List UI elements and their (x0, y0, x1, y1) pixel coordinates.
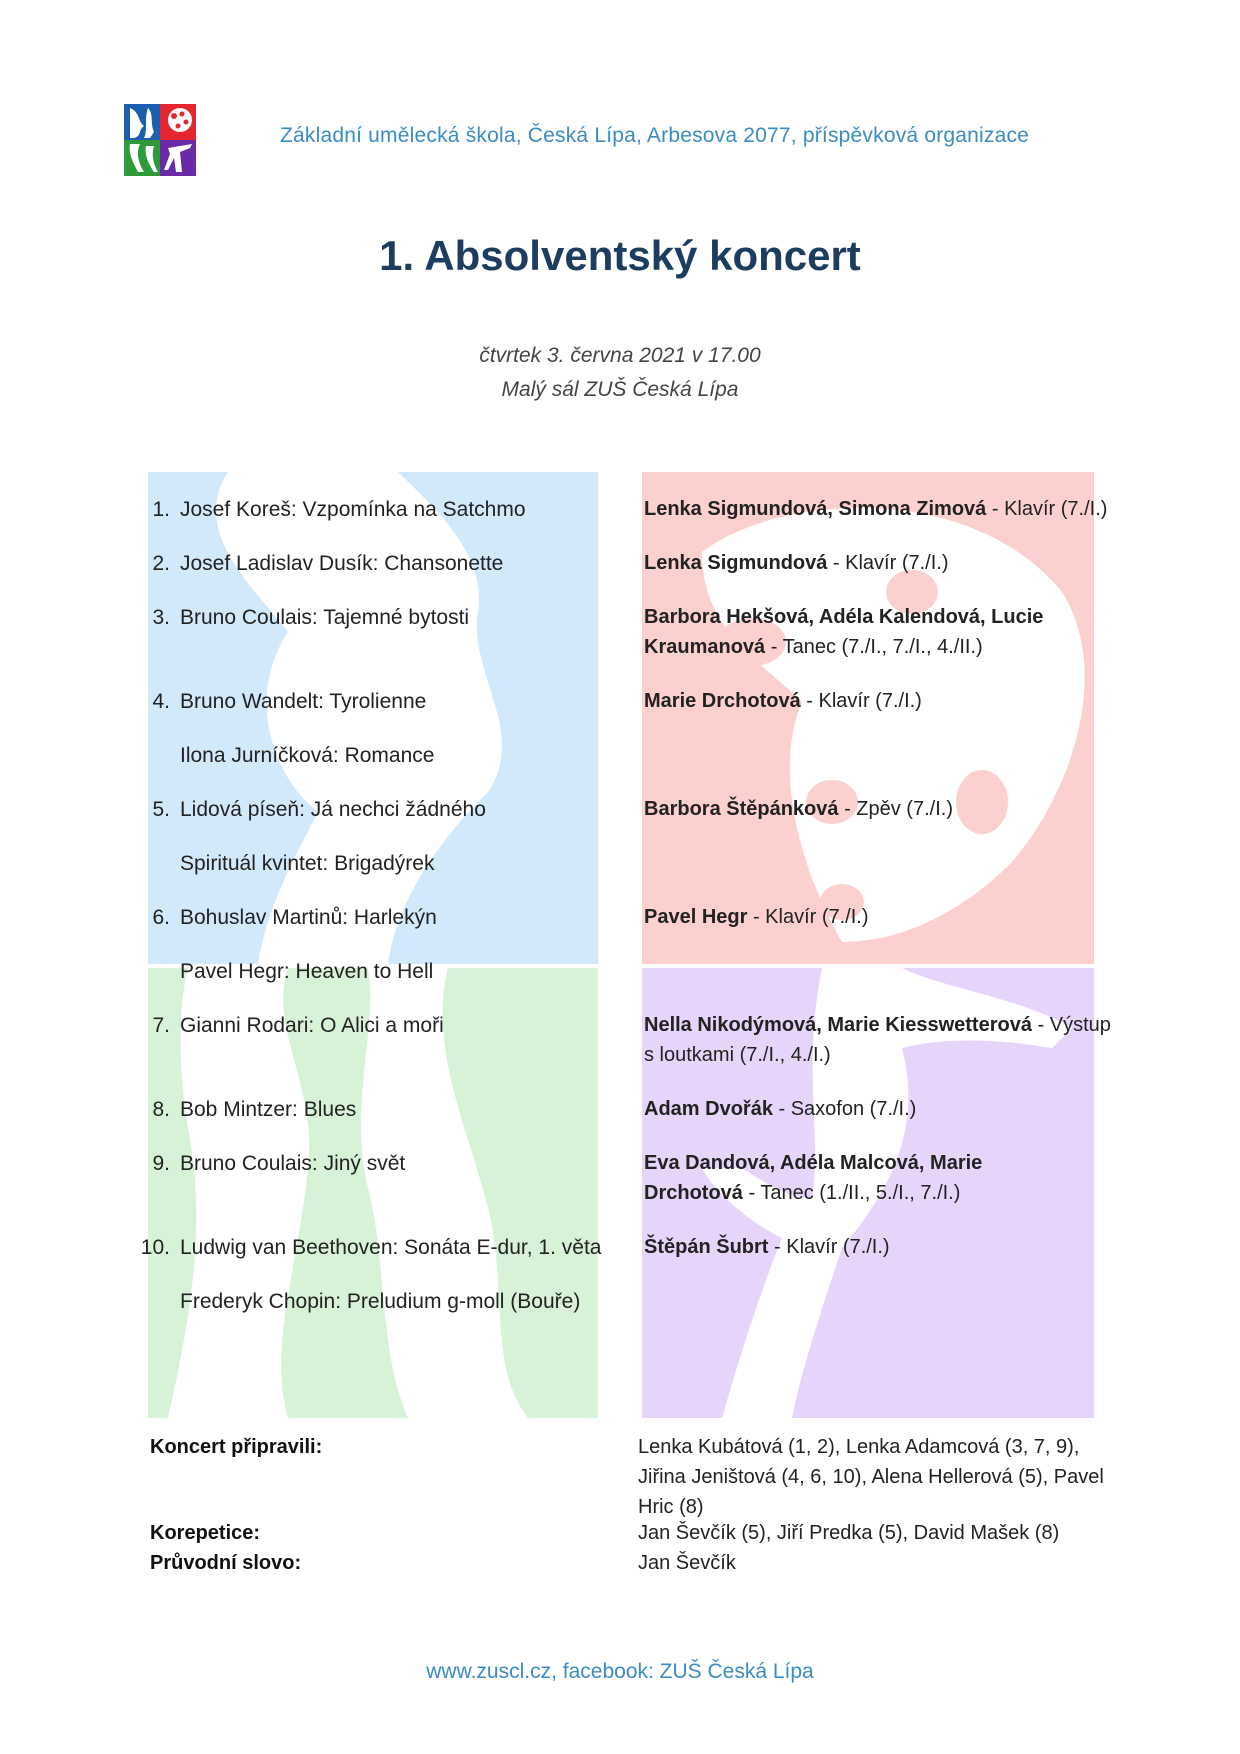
performer-entry: Adam Dvořák - Saxofon (7./I.) (644, 1098, 917, 1120)
program-item: 3. Bruno Coulais: Tajemné bytosti (152, 606, 470, 629)
performer-entry: Barbora Štěpánková - Zpěv (7./I.) (644, 798, 953, 820)
program-item: 10. Ludwig van Beethoven: Sonáta E-dur, 1. věta (140, 1236, 602, 1259)
program-item: Ilona Jurníčková: Romance (180, 744, 435, 767)
performer-entry: Barbora Hekšová, Adéla Kalendová, Lucie Kraumanová - Tanec (7./I., 7./I., 4./II.) (644, 606, 1044, 658)
credits-speech-label: Průvodní slovo: (150, 1552, 302, 1574)
credits-speech-value: Jan Ševčík (638, 1552, 736, 1574)
blue-background-figure (148, 472, 598, 964)
red-background-figure (642, 472, 1094, 964)
performer-entry: Nella Nikodýmová, Marie Kiesswetterová - Výstup s loutkami (7./I., 4./I.) (644, 1014, 1111, 1066)
performer-entry: Lenka Sigmundová - Klavír (7./I.) (644, 552, 949, 574)
program-item: 1. Josef Koreš: Vzpomínka na Satchmo (152, 498, 526, 521)
school-logo (124, 104, 196, 176)
concert-date: čtvrtek 3. června 2021 v 17.00 (479, 344, 761, 367)
program-item: 5. Lidová píseň: Já nechci žádného (152, 798, 486, 821)
program-item: 7. Gianni Rodari: O Alici a moři (152, 1014, 444, 1037)
credits-prepared-label: Koncert připravili: (150, 1436, 323, 1458)
page-title: 1. Absolventský koncert (379, 232, 861, 279)
program-item: 6. Bohuslav Martinů: Harlekýn (152, 906, 437, 929)
program-item: Pavel Hegr: Heaven to Hell (180, 960, 434, 983)
performer-entry: Marie Drchotová - Klavír (7./I.) (644, 690, 922, 712)
school-name: Základní umělecká škola, Česká Lípa, Arbesova 2077, příspěvková organizace (280, 124, 1030, 147)
credits-prepared-value: Lenka Kubátová (1, 2), Lenka Adamcová (3, 7, 9), Jiřina Jeništová (4, 6, 10), Alena Hellerová (5), Pavel Hric (8) (638, 1436, 1104, 1518)
credits-accompaniment-label: Korepetice: (150, 1522, 261, 1544)
credits-accompaniment-value: Jan Ševčík (5), Jiří Predka (5), David Mašek (8) (638, 1522, 1060, 1544)
program-item: 2. Josef Ladislav Dusík: Chansonette (152, 552, 504, 575)
performer-entry: Pavel Hegr - Klavír (7./I.) (644, 906, 869, 928)
concert-venue: Malý sál ZUŠ Česká Lípa (501, 378, 739, 401)
program-item: Spirituál kvintet: Brigadýrek (180, 852, 435, 875)
program-item: 8. Bob Mintzer: Blues (152, 1098, 357, 1121)
performer-entry: Eva Dandová, Adéla Malcová, Marie Drchotová - Tanec (1./II., 5./I., 7./I.) (644, 1152, 983, 1204)
program-item: 9. Bruno Coulais: Jiný svět (152, 1152, 406, 1175)
performer-entry: Štěpán Šubrt - Klavír (7./I.) (644, 1236, 890, 1258)
program-item: 4. Bruno Wandelt: Tyrolienne (152, 690, 427, 713)
program-item: Frederyk Chopin: Preludium g-moll (Bouře) (180, 1290, 581, 1313)
footer-links[interactable]: www.zuscl.cz, facebook: ZUŠ Česká Lípa (426, 1660, 814, 1683)
performer-entry: Lenka Sigmundová, Simona Zimová - Klavír (7./I.) (644, 498, 1108, 520)
